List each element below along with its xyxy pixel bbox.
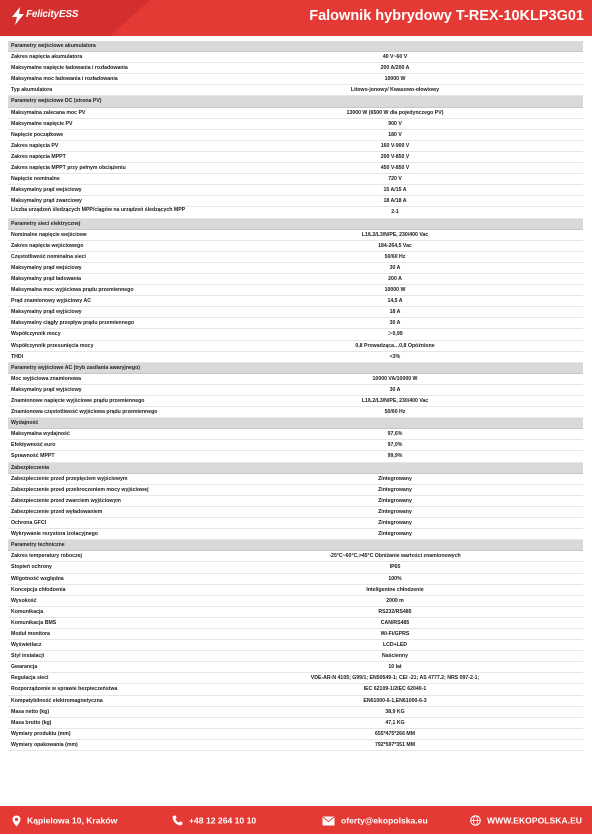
phone-text: +48 12 264 10 10 <box>189 815 257 826</box>
spec-label: Gwarancja <box>11 664 38 671</box>
spec-label: Typ akumulatora <box>11 87 53 94</box>
spec-label: Maksymalna zalecana moc PV <box>11 109 86 116</box>
spec-label: Maksymalny prąd ładowania <box>11 275 82 282</box>
spec-label: Zabezpieczenie przed przepięciem wyjściowym <box>11 475 128 482</box>
spec-label: Sprawność MPPT <box>11 453 55 460</box>
logo-text: FelicityESS <box>26 9 79 20</box>
spec-label: Maksymalny ciągły przepływ prądu przemiennego <box>11 320 135 327</box>
spec-label: Masa netto (kg) <box>11 708 50 715</box>
spec-label: Wysokość <box>11 597 37 604</box>
spec-row <box>8 474 583 485</box>
spec-row <box>8 451 583 462</box>
spec-value: 184-264,5 Vac <box>378 242 412 249</box>
spec-value: 38,9 KG <box>385 708 405 715</box>
spec-value: LCD+LED <box>382 642 408 649</box>
spec-label: Zabezpieczenie przed zwarciem wyjściowym <box>11 497 121 504</box>
spec-row <box>8 374 583 385</box>
spec-label: Zakres napięcia akumulatora <box>11 54 83 61</box>
spec-value: 47,1 KG <box>385 719 405 726</box>
spec-row <box>8 551 583 562</box>
spec-row <box>8 718 583 729</box>
spec-label: Zakres napięcia MPPT przy pełnym obciążeniu <box>11 165 126 172</box>
spec-row <box>8 729 583 740</box>
spec-value: IP65 <box>389 564 401 571</box>
footer-website[interactable] <box>470 806 582 834</box>
spec-row <box>8 684 583 695</box>
section-header: Parametry wejściowe DC (strona PV) <box>8 96 583 107</box>
spec-label: Kompatybilność elektromagnetyczna <box>11 697 103 704</box>
spec-row <box>8 585 583 596</box>
section-header: Zabezpieczenia <box>8 463 583 474</box>
spec-value: 40 V~60 V <box>382 54 408 61</box>
spec-row <box>8 485 583 496</box>
spec-label: Regulacja sieci <box>11 675 49 682</box>
section-header: Wydajność <box>8 418 583 429</box>
spec-label: Wymiary produktu (mm) <box>11 730 71 737</box>
spec-label: Komunikacja BMS <box>11 619 57 626</box>
spec-value: 10000 W <box>384 76 406 83</box>
spec-label: Znamionowa częstotliwość wyjściowa prądu przemiennego <box>11 409 158 416</box>
spec-label: Maksymalne napięcie PV <box>11 120 73 127</box>
spec-label: Prąd znamionowy wyjściowy AC <box>11 298 91 305</box>
spec-label: Częstotliwość nominalna sieci <box>11 253 86 260</box>
spec-label: Współczynnik mocy <box>11 331 61 338</box>
envelope-icon <box>322 816 335 826</box>
spec-row <box>8 207 583 218</box>
spec-row <box>8 496 583 507</box>
spec-value: 792*597*351 MM <box>374 741 416 748</box>
spec-value: Zintegrowany <box>378 486 412 493</box>
spec-label: Wymiary opakowania (mm) <box>11 741 78 748</box>
spec-row <box>8 263 583 274</box>
phone-icon <box>172 815 183 826</box>
spec-value: 13000 W (6500 W dla pojedynczego PV) <box>346 109 444 116</box>
spec-label: Maksymalny prąd wejściowy <box>11 187 82 194</box>
spec-value: 450 V-850 V <box>380 165 410 172</box>
section-header: Parametry techniczne <box>8 540 583 551</box>
spec-row <box>8 230 583 241</box>
spec-label: Zakres napięcia MPPT <box>11 153 66 160</box>
address-text: Kąpielowa 10, Kraków <box>27 815 118 826</box>
spec-value: 10000 VA/10000 W <box>372 375 418 382</box>
spec-row <box>8 562 583 573</box>
spec-label: Zakres napięcia wejściowego <box>11 242 84 249</box>
spec-label: Nominalne napięcie wejściowe <box>11 231 87 238</box>
spec-row <box>8 119 583 130</box>
spec-value: 200 A <box>388 275 402 282</box>
spec-label: Znamionowe napięcie wyjściowe prądu przemiennego <box>11 398 145 404</box>
spec-row <box>8 574 583 585</box>
spec-value: 900 V <box>388 120 402 127</box>
header <box>0 0 592 36</box>
spec-value: 97,6% <box>387 431 403 438</box>
spec-label: Wilgotność względna <box>11 575 64 582</box>
website-text: WWW.EKOPOLSKA.EU <box>487 815 583 826</box>
spec-row <box>8 507 583 518</box>
spec-row <box>8 629 583 640</box>
spec-value: 160 V-900 V <box>380 142 410 149</box>
spec-label: Komunikacja <box>11 608 44 615</box>
spec-row <box>8 696 583 707</box>
spec-label: Ochrona GFCI <box>11 520 47 527</box>
spec-label: Styl instalacji <box>11 653 45 660</box>
spec-label: Moc wyjściowa znamionowa <box>11 375 82 382</box>
spec-value: 30 A <box>389 264 401 271</box>
spec-label: Napięcie nominalne <box>11 176 60 183</box>
spec-value: 200 V-850 V <box>380 153 410 160</box>
spec-value: L1/L2/L3/N/PE, 230/400 Vac <box>361 398 429 404</box>
spec-row <box>8 318 583 329</box>
section-header: Parametry wejściowe akumulatora <box>8 41 583 52</box>
spec-value: CAN/RS485 <box>380 619 410 626</box>
spec-value: Zintegrowany <box>378 531 412 538</box>
spec-row <box>8 440 583 451</box>
spec-value: 2-1 <box>391 209 399 216</box>
spec-label: Napięcie początkowe <box>11 131 64 138</box>
spec-label: Wykrywanie rezystora izolacyjnego <box>11 531 98 538</box>
spec-value: IEC 62109-1/2IEC 62040-1 <box>363 686 427 693</box>
spec-value: 50/60 Hz <box>384 253 406 260</box>
spec-table <box>8 41 583 751</box>
spec-label: Współczynnik przesunięcia mocy <box>11 342 94 349</box>
spec-value: VDE-AR-N 4105; G99/1; EN50549-1; CEI -21; AS 4777.2; NRS 097-2-1; <box>310 675 480 682</box>
spec-row <box>8 174 583 185</box>
spec-row <box>8 651 583 662</box>
spec-label: Efektywność euro <box>11 442 56 449</box>
spec-value: 50/60 Hz <box>384 409 406 416</box>
spec-label: Wyświetlacz <box>11 642 42 649</box>
spec-row <box>8 274 583 285</box>
spec-row <box>8 185 583 196</box>
spec-row <box>8 673 583 684</box>
spec-row <box>8 329 583 340</box>
spec-value: 100% <box>388 575 402 582</box>
spec-label: Maksymalna moc ładowania i rozładowania <box>11 76 118 83</box>
spec-row <box>8 640 583 651</box>
spec-label: Zakres napięcia PV <box>11 142 59 149</box>
spec-row <box>8 296 583 307</box>
spec-row <box>8 63 583 74</box>
spec-row <box>8 85 583 96</box>
spec-value: Zintegrowany <box>378 497 412 504</box>
spec-row <box>8 385 583 396</box>
spec-value: Zintegrowany <box>378 475 412 482</box>
spec-row <box>8 596 583 607</box>
spec-value: 10 lat <box>388 664 402 671</box>
spec-value: Inteligentne chłodzenie <box>366 586 424 593</box>
spec-row <box>8 407 583 418</box>
spec-label: Zabezpieczenie przed przekroczeniem mocy wyjściowej <box>11 486 149 493</box>
spec-row <box>8 662 583 673</box>
spec-value: Zintegrowany <box>378 520 412 527</box>
spec-row <box>8 429 583 440</box>
spec-label: THDI <box>11 353 24 360</box>
spec-row <box>8 285 583 296</box>
logo-icon <box>10 6 26 26</box>
spec-value: 18 A <box>389 309 401 316</box>
spec-row <box>8 707 583 718</box>
spec-label: Masa brutto (kg) <box>11 719 52 726</box>
spec-row <box>8 740 583 751</box>
spec-row <box>8 518 583 529</box>
spec-row <box>8 618 583 629</box>
spec-row <box>8 307 583 318</box>
spec-row <box>8 529 583 540</box>
spec-value: L1/L2/L3/N/PE, 230/400 Vac <box>361 231 429 238</box>
page-title: Falownik hybrydowy T-REX-10KLP3G01 <box>309 8 584 24</box>
spec-label: Zabezpieczenie przed wyładowaniem <box>11 508 103 515</box>
spec-value: ＞0,99 <box>387 331 403 338</box>
location-icon <box>12 815 21 827</box>
spec-label: Maksymalne napięcie ładowania i rozładowania <box>11 65 128 72</box>
spec-value: 655*475*266 MM <box>374 730 416 737</box>
spec-row <box>8 341 583 352</box>
spec-row <box>8 152 583 163</box>
spec-value: 0,8 Prowadząca…0,8 Opóźnione <box>355 342 435 349</box>
spec-row <box>8 108 583 119</box>
spec-row <box>8 241 583 252</box>
section-header: Parametry wyjściowe AC (tryb zasilania awaryjnego) <box>8 363 583 374</box>
footer-email[interactable] <box>322 806 428 834</box>
spec-value: 30 A <box>389 320 401 327</box>
spec-value: 180 V <box>388 131 402 138</box>
spec-value: RS232/RS485 <box>378 608 412 615</box>
spec-value: 720 V <box>388 176 402 183</box>
spec-value: 200 A/200 A <box>380 65 410 72</box>
spec-label: Rozporządzenie w sprawie bezpieczeństwa <box>11 686 118 693</box>
spec-row <box>8 607 583 618</box>
spec-label: Liczba urządzeń śledzących MPP/ciągów na urządzeń śledzących MPP <box>11 207 186 213</box>
spec-value: 97,0% <box>387 442 403 449</box>
spec-value: 15 A/15 A <box>383 187 407 194</box>
spec-row <box>8 141 583 152</box>
spec-row <box>8 163 583 174</box>
spec-value: -25°C~60°C,>45°C Obniżanie wartości znamionowych <box>329 553 461 560</box>
spec-value: 30 A <box>389 386 401 393</box>
spec-label: Zakres temperatury roboczej <box>11 553 82 560</box>
section-header: Parametry sieci elektrycznej <box>8 219 583 230</box>
spec-label: Maksymalna moc wyjściowa prądu przemiennego <box>11 287 134 294</box>
spec-value: 10000 W <box>384 287 406 294</box>
spec-value: Naścienny <box>382 653 408 660</box>
spec-label: Maksymalny prąd zwarciowy <box>11 198 82 205</box>
spec-row <box>8 352 583 363</box>
spec-label: Maksymalny prąd wyjściowy <box>11 309 82 316</box>
spec-label: Maksymalny prąd wyjściowy <box>11 386 82 393</box>
spec-label: Koncepcja chłodzenia <box>11 586 66 593</box>
spec-value: 2000 m <box>386 597 404 604</box>
spec-label: Maksymalny prąd wejściowy <box>11 264 82 271</box>
spec-value: EN61000-6-1,EN61000-6-3 <box>363 697 427 704</box>
spec-value: Wi-Fi/GPRS <box>380 630 410 637</box>
spec-row <box>8 396 583 407</box>
footer-address <box>12 806 117 834</box>
spec-row <box>8 196 583 207</box>
globe-icon <box>470 815 481 826</box>
spec-value: 14,5 A <box>387 298 403 305</box>
footer-phone[interactable] <box>172 806 256 834</box>
footer <box>0 806 592 834</box>
spec-row <box>8 52 583 63</box>
spec-row <box>8 130 583 141</box>
spec-value: Litowo-jonowy/ Kwasowo-ołowiowy <box>350 87 440 94</box>
spec-value: 18 A/18 A <box>383 198 407 205</box>
email-text: oferty@ekopolska.eu <box>341 815 428 826</box>
spec-value: <3% <box>389 353 401 360</box>
spec-label: Stopień ochrony <box>11 564 52 571</box>
spec-row <box>8 252 583 263</box>
spec-row <box>8 74 583 85</box>
spec-label: Moduł monitora <box>11 630 50 637</box>
spec-value: 99,9% <box>387 453 403 460</box>
spec-value: Zintegrowany <box>378 508 412 515</box>
spec-label: Maksymalna wydajność <box>11 431 70 438</box>
